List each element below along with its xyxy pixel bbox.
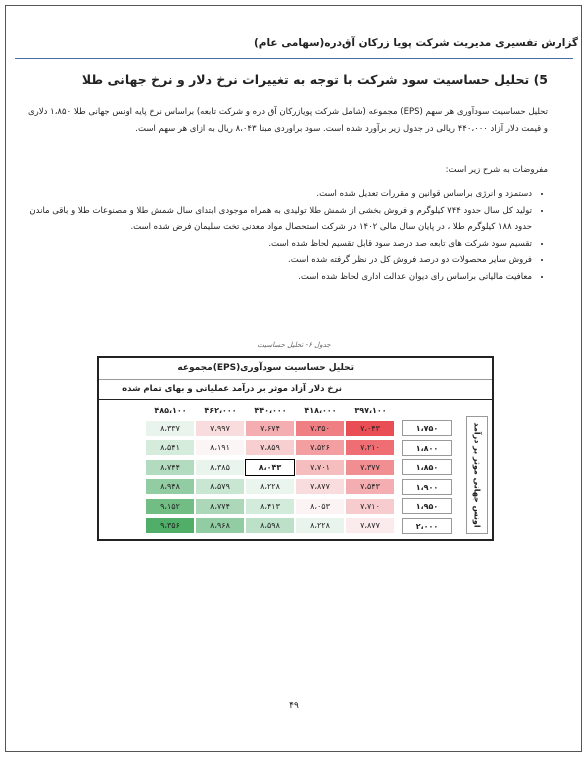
table-cell: ۸،۷۴۴ [146, 460, 194, 475]
table-title: تحلیل حساسیت سودآوری(EPS)مجموعه [99, 358, 492, 380]
table-cell: ۷،۷۰۱ [296, 460, 344, 475]
table-cell: ۸،۹۴۸ [146, 479, 194, 494]
table-cell: ۷،۳۷۷ [346, 460, 394, 475]
report-header-title: گزارش تفسیری مدیریت شرکت پویا زرکان آق‌دره(سهامی عام) [253, 37, 578, 49]
table-cell: ۸،۲۲۸ [246, 479, 294, 494]
table-cell: ۸،۹۶۸ [196, 518, 244, 533]
table-subtitle: نرخ دلار آزاد موثر بر درآمد عملیاتی و بهای تمام شده [99, 380, 492, 400]
list-item: • دستمزد و انرژی براساس قوانین و مقررات تعدیل شده است. [28, 186, 532, 203]
column-header: ۴۸۵،۱۰۰ [154, 406, 187, 415]
row-header: ۱،۸۰۰ [402, 440, 452, 456]
table-cell: ۸،۵۴۱ [146, 440, 194, 455]
list-item: • تقسیم سود شرکت های تابعه صد درصد سود قابل تقسیم لحاظ شده است. [28, 236, 532, 253]
table-cell: ۷،۸۵۹ [246, 440, 294, 455]
table-cell: ۸،۲۲۸ [296, 518, 344, 533]
table-cell: ۷،۵۴۳ [346, 479, 394, 494]
table-cell: ۸،۷۷۴ [196, 499, 244, 514]
row-header: ۲،۰۰۰ [402, 518, 452, 534]
table-caption: جدول ۶- تحلیل حساسیت [257, 341, 331, 349]
page-number: ۴۹ [289, 701, 299, 711]
row-header: ۱،۸۵۰ [402, 459, 452, 475]
column-header: ۴۱۸،۰۰۰ [304, 406, 337, 415]
column-header: ۴۴۰،۰۰۰ [254, 406, 287, 415]
intro-paragraph: تحلیل حساسیت سودآوری هر سهم (EPS) مجموعه (شامل شرکت پویازرکان آق دره و شرکت تابعه) براساس نرخ پایه اونس جهانی طلا ۱،۸۵۰ دلاری و قیمت دلار آزاد ۴۴۰،۰۰۰ ریالی در جدول زیر برآورد شده است. سود براوردی مبنا ۸،۰۴۳ ریال به ازای هر سهم است. [28, 107, 548, 134]
table-cell: ۸،۴۱۳ [246, 499, 294, 514]
table-cell: ۸،۱۹۱ [196, 440, 244, 455]
section-title: 5) تحلیل حساسیت سود شرکت با توجه به تغییرات نرخ دلار و نرخ جهانی طلا [81, 72, 548, 87]
table-cell: ۷،۸۷۷ [346, 518, 394, 533]
table-cell: ۷،۳۵۰ [296, 421, 344, 436]
table-cell: ۷،۷۱۰ [346, 499, 394, 514]
sensitivity-table [97, 356, 494, 541]
row-axis-label [466, 416, 488, 534]
column-header: ۴۶۲،۰۰۰ [204, 406, 237, 415]
table-cell: ۸،۳۳۷ [146, 421, 194, 436]
assumptions-list [28, 186, 548, 285]
column-header: ۳۹۷،۱۰۰ [354, 406, 387, 415]
table-cell: ۸،۰۴۳ [246, 460, 294, 475]
table-cell: ۸،۳۸۵ [196, 460, 244, 475]
table-cell: ۸،۰۵۳ [296, 499, 344, 514]
table-cell: ۷،۸۷۷ [296, 479, 344, 494]
row-header: ۱،۹۵۰ [402, 498, 452, 514]
header-divider [15, 58, 573, 59]
table-cell: ۷،۹۹۷ [196, 421, 244, 436]
table-cell: ۷،۰۴۳ [346, 421, 394, 436]
list-item: • فروش سایر محصولات دو درصد فروش کل در نظر گرفته شده است. [28, 252, 532, 269]
assumptions-intro: مفروضات به شرح زیر است: [445, 165, 548, 175]
list-item: • معافیت مالیاتی براساس رای دیوان عدالت اداری لحاظ شده است. [28, 269, 532, 286]
row-header: ۱،۷۵۰ [402, 420, 452, 436]
table-cell: ۹،۱۵۲ [146, 499, 194, 514]
list-item: • تولید کل سال حدود ۷۴۴ کیلوگرم و فروش بخشی از شمش طلا تولیدی به همراه موجودی ابتدای سال شمش طلا و مصنوعات طلا و باقی ماندن حدود ۱۸۸ کیلوگرم طلا ، در پایان سال مالی ۱۴۰۲ در شرکت استحصال مواد معدنی تخت سلیمان فرض شده است. [28, 203, 532, 236]
row-axis-label-text: اونس جهانی موثر بر درآمد [472, 422, 482, 528]
row-header: ۱،۹۰۰ [402, 479, 452, 495]
table-cell: ۷،۶۷۴ [246, 421, 294, 436]
table-cell: ۷،۲۱۰ [346, 440, 394, 455]
table-cell: ۷،۵۲۶ [296, 440, 344, 455]
table-cell: ۸،۵۷۹ [196, 479, 244, 494]
table-cell: ۹،۳۵۶ [146, 518, 194, 533]
table-cell: ۸،۵۹۸ [246, 518, 294, 533]
